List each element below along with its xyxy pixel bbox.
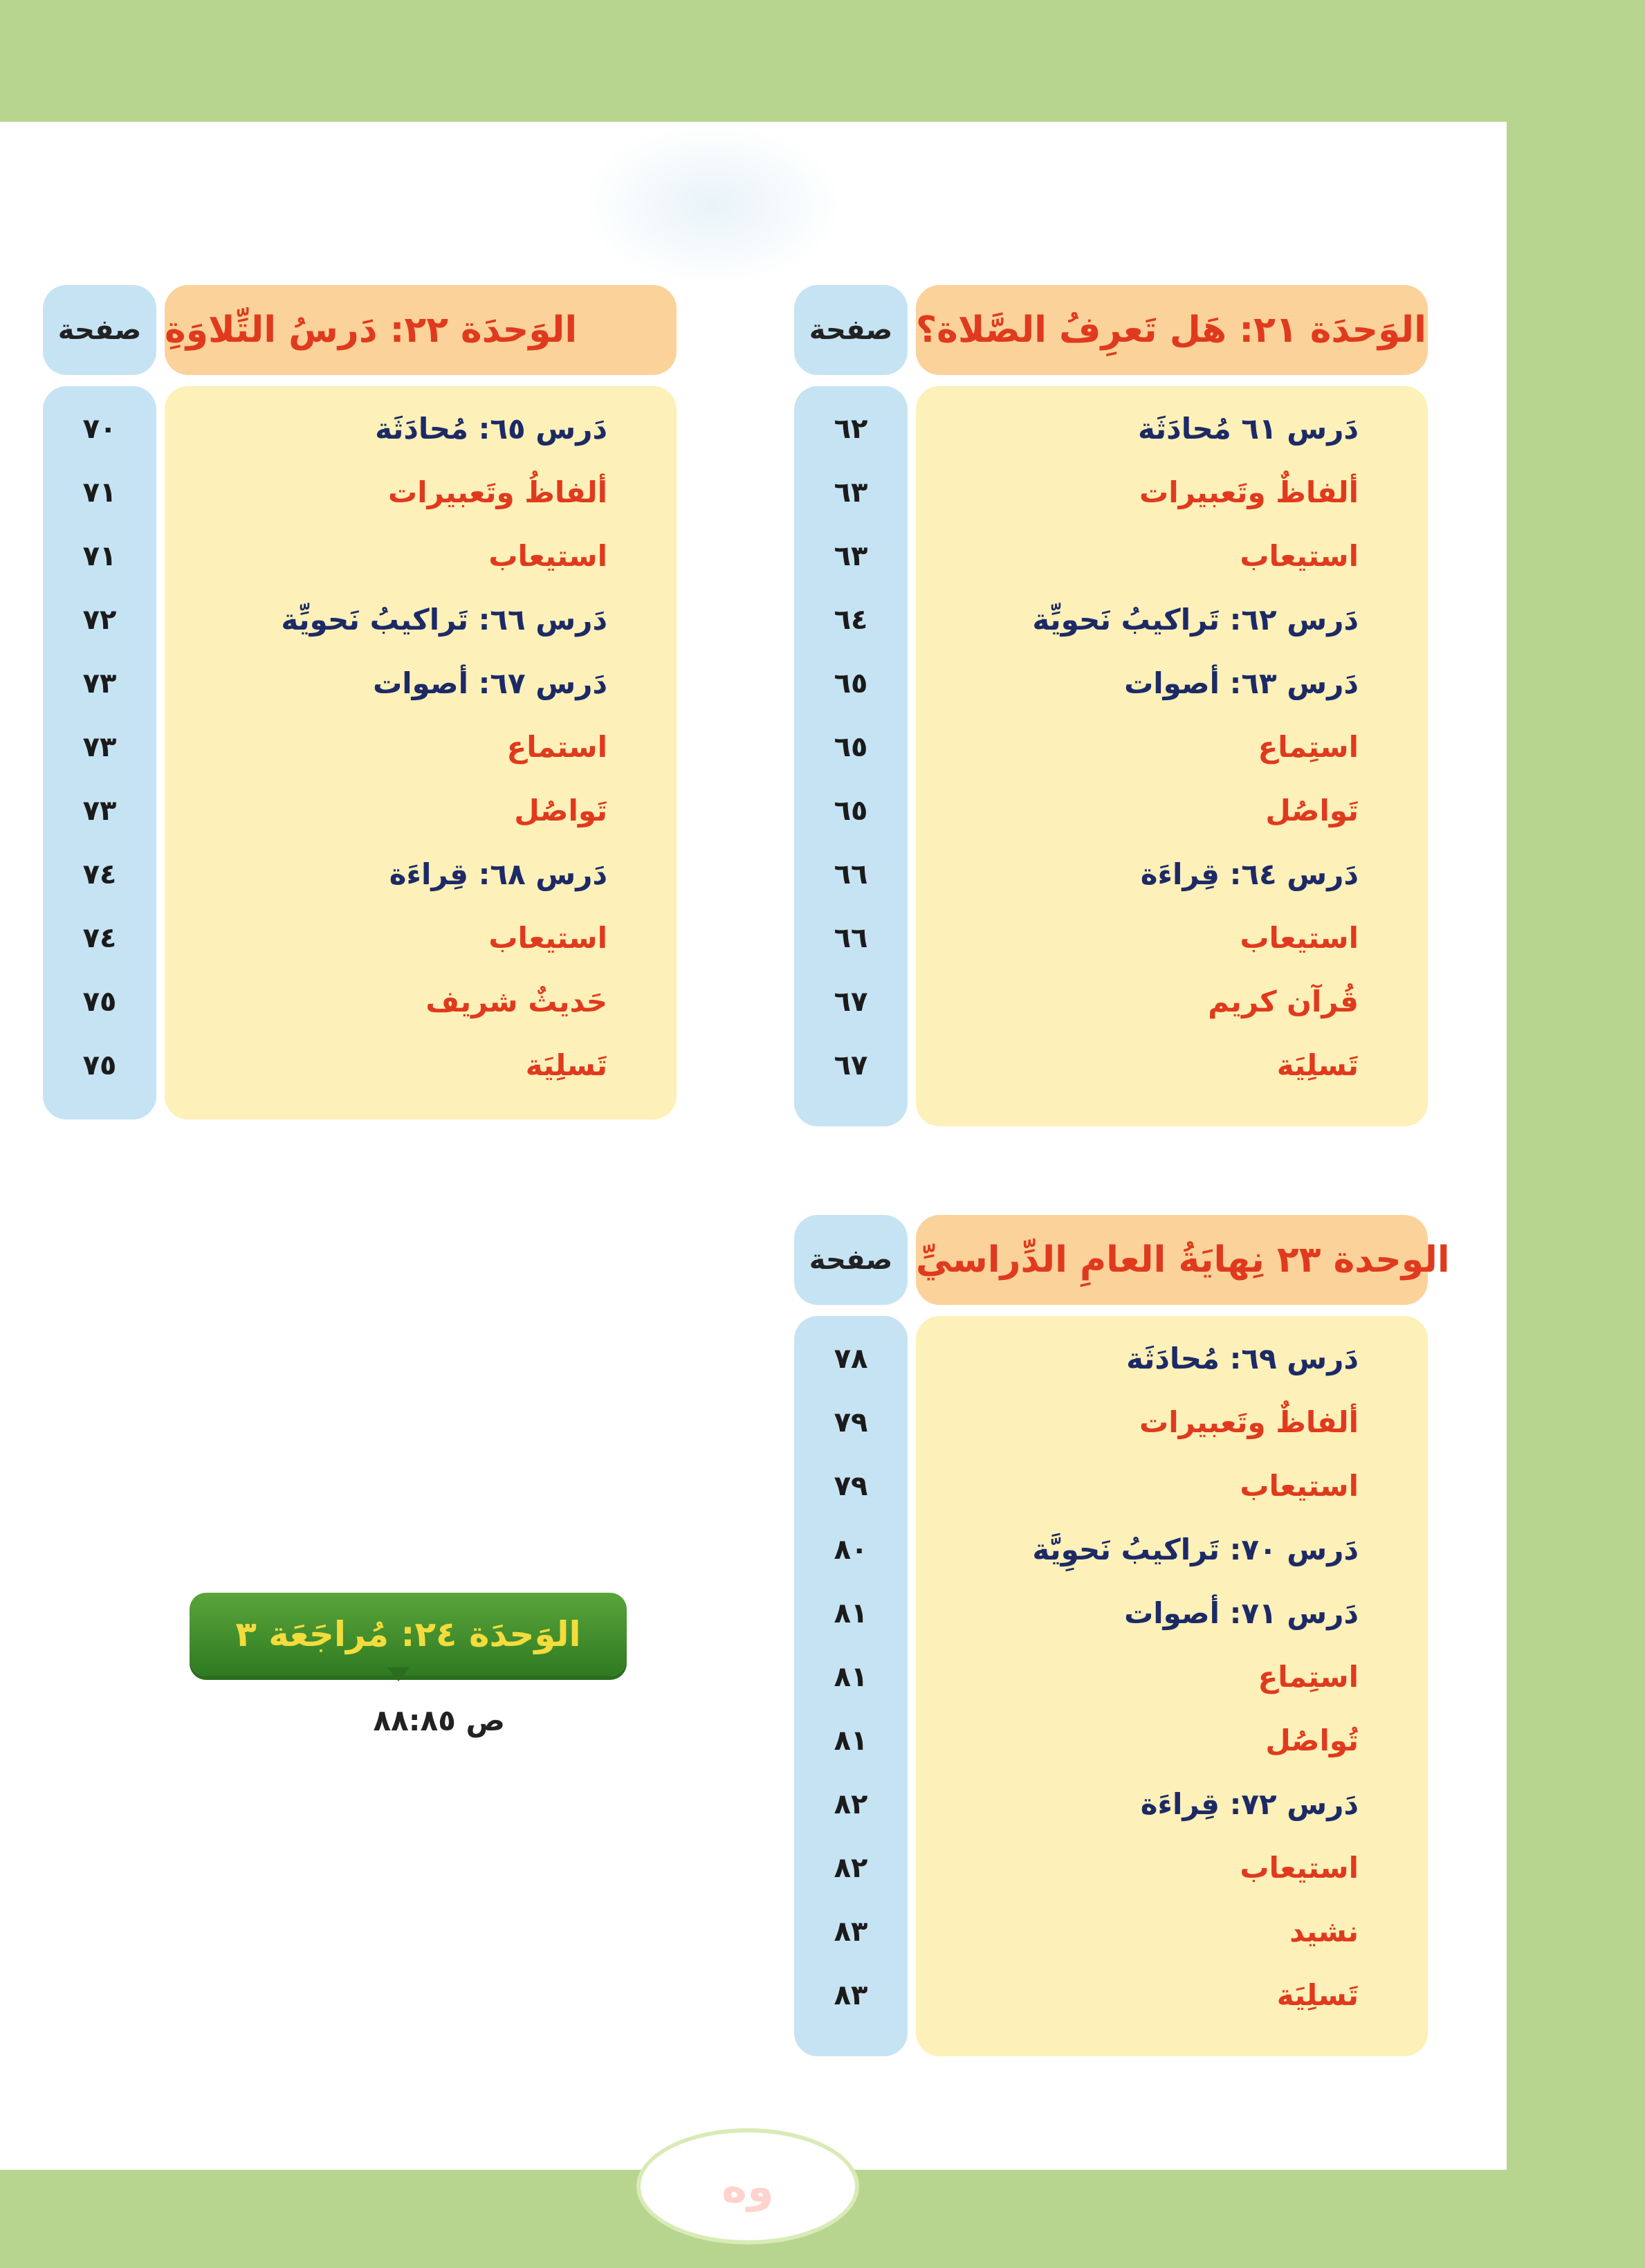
review-unit-pages: ص ٨٨:٨٥: [373, 1703, 505, 1737]
lesson-row: [43, 720, 679, 775]
lesson-row: [43, 529, 679, 584]
lesson-row: [794, 529, 1431, 584]
lesson-row: [794, 720, 1431, 775]
page-number-cell: ٨١: [834, 1598, 868, 1629]
unit-title: الوَحدَة ٢٢: دَرسُ التِّلاوَةِ: [165, 285, 677, 375]
unit-23-block: [794, 1215, 1450, 2059]
lesson-title: دَرس ٧٢: قِراءَة: [1140, 1787, 1359, 1821]
lesson-row: [794, 1586, 1431, 1641]
lesson-subsection: نشيد: [1289, 1914, 1359, 1948]
page-number-cell: ٦٥: [834, 731, 868, 763]
page-number-cell: ٧٣: [82, 795, 117, 827]
page-number-cell: ٨٢: [834, 1852, 868, 1884]
page-number-cell: ٦٥: [834, 795, 868, 827]
lesson-row: [794, 1331, 1431, 1387]
lesson-title: دَرس ٧١: أصوات: [1124, 1596, 1359, 1630]
lesson-row: [43, 401, 679, 457]
page-number-cell: ٧٤: [82, 922, 117, 954]
page-column-header: صفحة: [794, 285, 908, 375]
lesson-row: [794, 1968, 1431, 2023]
page-number-cell: ٧٥: [82, 1050, 117, 1081]
faded-ornament: [581, 122, 844, 288]
page-number-cell: ٦٦: [834, 922, 868, 954]
lesson-row: [794, 1840, 1431, 1896]
lesson-row: [43, 974, 679, 1030]
lesson-subsection: استِماع: [1258, 730, 1359, 764]
lesson-row: [43, 1038, 679, 1093]
lesson-subsection: استيعاب: [1240, 1469, 1359, 1503]
lesson-title: دَرس ٦٢: تَراكيبُ نَحويِّة: [1032, 603, 1359, 637]
lesson-row: [794, 1904, 1431, 1959]
lesson-title: دَرس ٦٣: أصوات: [1124, 666, 1359, 700]
page-column-header: صفحة: [794, 1215, 908, 1305]
lesson-title: دَرس ٦٦: تَراكيبُ نَحويِّة: [281, 603, 607, 637]
lesson-subsection: تَسلِيَة: [1276, 1048, 1359, 1082]
lesson-subsection: استيعاب: [1240, 539, 1359, 573]
lesson-row: [43, 783, 679, 839]
lesson-subsection: تَسلِيَة: [525, 1048, 607, 1082]
lesson-subsection: ألفاظٌ وتَعبيرات: [1139, 475, 1359, 509]
lesson-title: دَرس ٦٩: مُحادَثَة: [1126, 1342, 1359, 1375]
unit-title: الوَحدَة ٢١: هَل تَعرِفُ الصَّلاة؟: [916, 285, 1428, 375]
page-number-cell: ٧١: [82, 540, 117, 572]
lesson-row: [794, 401, 1431, 457]
unit-22-block: [43, 285, 679, 1129]
page-number-cell: ٦٧: [834, 986, 868, 1018]
lesson-subsection: تَسلِيَة: [1276, 1978, 1359, 2012]
unit-21-block: [794, 285, 1431, 1129]
lesson-subsection: استيعاب: [488, 921, 607, 955]
lesson-title: دَرس ٦٥: مُحادَثَة: [375, 412, 607, 446]
page-number-cell: ٨١: [834, 1661, 868, 1693]
lesson-row: [43, 847, 679, 902]
page-number-cell: ٧٩: [834, 1470, 868, 1502]
page-number-cell: ٦٤: [834, 604, 868, 636]
lesson-subsection: استماع: [506, 730, 607, 764]
page-number-cell: ٧٢: [82, 604, 117, 636]
lesson-row: [794, 1777, 1431, 1832]
page-number-cell: ٦٧: [834, 1050, 868, 1081]
lesson-subsection: تُواصُل: [1265, 1723, 1359, 1757]
lesson-row: [794, 1458, 1431, 1514]
page-number-cell: ٦٥: [834, 668, 868, 699]
page-number: وه: [641, 2132, 855, 2240]
page-number-cell: ٦٢: [834, 413, 868, 445]
page-number-cell: ٧٥: [82, 986, 117, 1018]
lesson-subsection: استِماع: [1258, 1660, 1359, 1694]
page-number-cell: ٧٤: [82, 859, 117, 890]
lesson-subsection: ألفاظُ وتَعبيرات: [387, 475, 607, 509]
page-number-cell: ٦٣: [834, 540, 868, 572]
lesson-title: دَرس ٦١ مُحادَثَة: [1137, 412, 1359, 446]
lesson-row: [43, 656, 679, 711]
lesson-subsection: استيعاب: [1240, 921, 1359, 955]
page-number-cell: ٧١: [82, 477, 117, 509]
unit-title: الوحدة ٢٣ نِهايَةُ العامِ الدِّراسيِّ: [916, 1215, 1428, 1305]
page-number-cell: ٧٣: [82, 668, 117, 699]
lesson-row: [794, 847, 1431, 902]
lesson-row: [43, 465, 679, 520]
lesson-row: [794, 1395, 1431, 1450]
lesson-subsection: تَواصُل: [514, 794, 607, 827]
page-number-cell: ٧٨: [834, 1343, 868, 1375]
lesson-title: دَرس ٧٠: تَراكيبُ نَحوِيَّة: [1032, 1533, 1359, 1566]
lesson-subsection: ألفاظٌ وتَعبيرات: [1139, 1405, 1359, 1439]
review-unit-banner: الوَحدَة ٢٤: مُراجَعَة ٣: [190, 1593, 627, 1676]
lesson-row: [794, 1649, 1431, 1705]
lesson-row: [794, 1038, 1431, 1093]
page-number-cell: ٨٢: [834, 1789, 868, 1820]
banner-notch: [387, 1667, 410, 1681]
page-number-cell: ٦٦: [834, 859, 868, 890]
lesson-subsection: قُرآن كريم: [1208, 985, 1359, 1018]
lesson-row: [794, 974, 1431, 1030]
lesson-subsection: استيعاب: [488, 539, 607, 573]
page-number-cell: ٧٣: [82, 731, 117, 763]
lesson-row: [794, 1713, 1431, 1768]
lesson-row: [794, 783, 1431, 839]
lesson-row: [794, 1522, 1431, 1577]
lesson-row: [43, 911, 679, 966]
lesson-row: [794, 656, 1431, 711]
page-number-cell: ٧٠: [82, 413, 117, 445]
lesson-row: [794, 465, 1431, 520]
page-number-cell: ٨١: [834, 1725, 868, 1757]
page-column-header: صفحة: [43, 285, 156, 375]
lesson-row: [43, 592, 679, 648]
lesson-title: دَرس ٦٤: قِراءَة: [1140, 857, 1359, 891]
lesson-subsection: تَواصُل: [1265, 794, 1359, 827]
page-number-cell: ٧٩: [834, 1407, 868, 1438]
page-number-cell: ٨٣: [834, 1979, 868, 2011]
lesson-title: دَرس ٦٨: قِراءَة: [389, 857, 607, 891]
page-number-cell: ٨٣: [834, 1916, 868, 1948]
page-number-cell: ٦٣: [834, 477, 868, 509]
lesson-title: دَرس ٦٧: أصوات: [373, 666, 607, 700]
lesson-subsection: استيعاب: [1240, 1851, 1359, 1885]
lesson-subsection: حَديثٌ شريف: [425, 985, 607, 1018]
page-number-cell: ٨٠: [834, 1534, 868, 1566]
lesson-row: [794, 911, 1431, 966]
lesson-row: [794, 592, 1431, 648]
